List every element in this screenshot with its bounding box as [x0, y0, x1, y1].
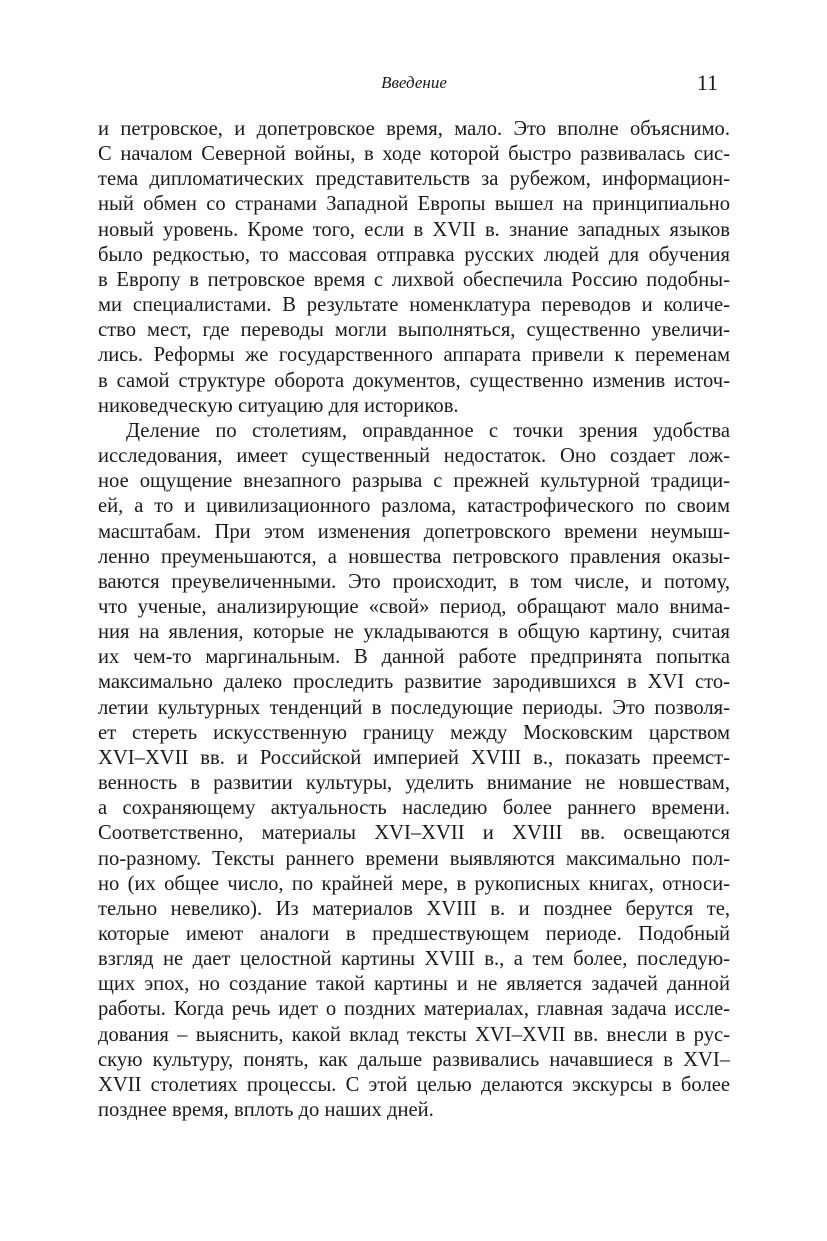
text-line: тельно невелико). Из материалов XVIII в. и позднее берутся те, [98, 897, 730, 920]
text-line: ное ощущение внезапного разрыва с прежней культурной традици- [98, 470, 730, 493]
text-line: взгляд не дает целостной картины XVIII в., а тем более, последую- [98, 948, 730, 971]
text-line: позднее время, вплоть до наших дней. [98, 1099, 434, 1122]
text-line: скую культуру, понять, как дальше развивались начавшиеся в XVI– [98, 1048, 730, 1071]
text-line: летии культурных тенденций в последующие периоды. Это позволя- [98, 696, 730, 719]
text-line: XVI–XVII вв. и Российской империей XVIII в., показать преемст- [98, 746, 730, 769]
text-line: Соответственно, материалы XVI–XVII и XVIII вв. освещаются [98, 822, 730, 845]
text-line: их чем-то маргинальным. В данной работе предпринята попытка [98, 646, 730, 669]
text-line: ния на явления, которые не укладываются в общую картину, считая [98, 621, 730, 644]
text-line: исследования, имеет существенный недостаток. Оно создает лож- [98, 445, 730, 468]
body-text [98, 117, 730, 1123]
text-line: дования – выяснить, какой вклад тексты XVI–XVII вв. внесли в рус- [98, 1023, 730, 1046]
paragraph-2 [98, 419, 730, 1123]
text-line: Деление по столетиям, оправданное с точки зрения удобства [126, 419, 730, 442]
text-line: тема дипломатических представительств за рубежом, информацион- [98, 168, 730, 191]
running-head [98, 70, 730, 100]
text-line: ваются преувеличенными. Это происходит, в том числе, и потому, [98, 570, 730, 593]
text-line: лись. Реформы же государственного аппарата привели к переменам [98, 344, 730, 367]
text-line: ми специалистами. В результате номенклатура переводов и количе- [98, 294, 730, 317]
running-title: Введение [381, 73, 447, 92]
text-line: С началом Северной войны, в ходе которой быстро развивалась сис- [98, 143, 730, 166]
text-line: но (их общее число, по крайней мере, в рукописных книгах, относи- [98, 872, 730, 895]
text-line: ет стереть искусственную границу между Московским царством [98, 721, 730, 744]
text-line: работы. Когда речь идет о поздних материалах, главная задача иссле- [98, 998, 730, 1021]
text-line: ленно преуменьшаются, а новшества петровского правления оказы- [98, 545, 730, 568]
text-line: XVII столетиях процессы. С этой целью делаются экскурсы в более [98, 1073, 730, 1096]
text-line: ный обмен со странами Западной Европы вышел на принципиально [98, 193, 730, 216]
text-line: никоведческую ситуацию для историков. [98, 394, 459, 417]
text-line: ей, а то и цивилизационного разлома, катастрофического по своим [98, 495, 730, 518]
text-line: щих эпох, но создание такой картины и не является задачей данной [98, 973, 730, 996]
text-line: что ученые, анализирующие «свой» период, обращают мало внима- [98, 595, 730, 618]
paragraph-1 [98, 117, 730, 419]
text-line: в самой структуре оборота документов, существенно изменив источ- [98, 369, 730, 392]
text-line: ство мест, где переводы могли выполняться, существенно увеличи- [98, 319, 730, 342]
text-line: новый уровень. Кроме того, если в XVII в. знание западных языков [98, 218, 730, 241]
text-line: и петровское, и допетровское время, мало. Это вполне объяснимо. [98, 118, 730, 140]
text-line: а сохраняющему актуальность наследию более раннего времени. [98, 797, 730, 820]
text-line: было редкостью, то массовая отправка русских людей для обучения [98, 243, 730, 266]
text-line: в Европу в петровское время с лихвой обеспечила Россию подобны- [98, 268, 730, 291]
text-line: которые имеют аналоги в предшествующем периоде. Подобный [98, 923, 730, 945]
text-line: максимально далеко проследить развитие зародившихся в XVI сто- [98, 671, 730, 694]
text-line: масштабам. При этом изменения допетровского времени неумыш- [98, 520, 730, 543]
text-line: по-разному. Тексты раннего времени выявляются максимально пол- [98, 847, 730, 870]
page-number: 11 [696, 70, 718, 95]
text-line: венность в развитии культуры, уделить внимание не новшествам, [98, 772, 730, 795]
